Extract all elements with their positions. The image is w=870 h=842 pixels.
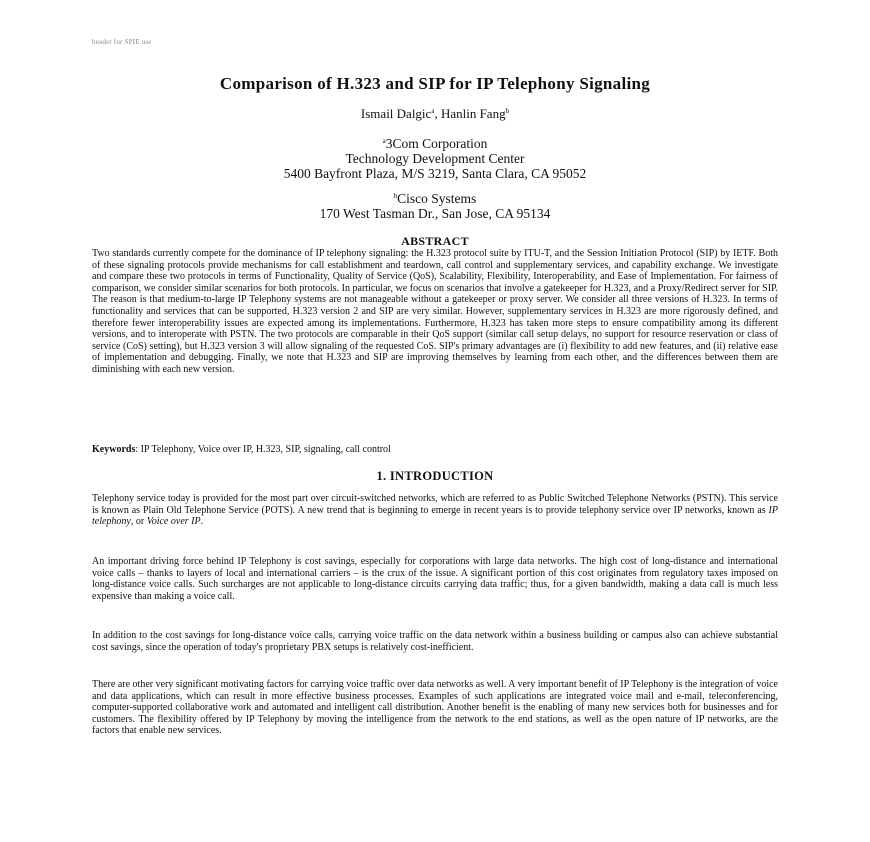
keywords-line	[92, 444, 778, 456]
abstract-text: Two standards currently compete for the dominance of IP telephony signaling: the H.323 protocol suite by ITU-T, and the Session Initiation Protocol (SIP) by IETF. Both of these signaling protocols provide mechanisms for call establishment and teardown, call control and supplementary services, and capability exchange. We investigate and compare these two protocols in terms of Functionality, Quality of Service (QoS), Scalability, Flexibility, Interoperability, and Ease of Implementation. For fairness of comparison, we consider similar scenarios for both protocols. In particular, we focus on scenarios that involve a gatekeeper for H.323, and a Proxy/Redirect server for SIP. The reason is that medium-to-large IP Telephony systems are not manageable without a gatekeeper or proxy server. We consider all three versions of H.323. In terms of functionality and services that can be supported, H.323 version 2 and SIP are very similar. However, supplementary services in H.323 are more rigorously defined, and therefore fewer interoperability issues are expected among its implementations. Furthermore, H.323 has taken more steps to ensure compatibility among its different versions, and to interoperate with PSTN. The two protocols are comparable in their QoS support (similar call setup delays, no support for resource reservation or class of service (CoS) setting), but H.323 version 3 will allow signaling of the requested CoS. SIP's primary advantages are (i) flexibility to add new features, and (ii) relative ease of implementation and debugging. Finally, we note that H.323 and SIP are improving themselves by learning from each other, and the differences between them are diminishing with each new version.	[92, 248, 778, 375]
paragraph-text: .	[200, 516, 204, 528]
keywords-label: Keywords	[92, 444, 136, 455]
paragraph-text: , or	[130, 516, 147, 528]
paragraph-text: Telephony service today is provided for the most part over circuit-switched networks, which are referred to as Public Switched Telephone Networks (PSTN). This service is known as Plain Old Telephone Service (POTS). A new trend that is beginning to emerge in recent years is to provide telephony service over IP networks, known as	[92, 493, 778, 516]
intro-paragraph-1	[92, 493, 778, 528]
affiliation-block-b	[0, 191, 870, 221]
affiliation-address: 170 West Tasman Dr., San Jose, CA 95134	[319, 206, 551, 221]
affiliation-dept: Technology Development Center	[345, 151, 525, 166]
affiliation-org: Cisco Systems	[397, 191, 477, 206]
section-heading-introduction: 1. INTRODUCTION	[376, 469, 494, 483]
intro-paragraph-3: In addition to the cost savings for long-distance voice calls, carrying voice traffic on the data network within a business building or campus also can achieve substantial cost savings, since the operation of today's proprietary PBX setups is relatively cost-inefficient.	[92, 630, 778, 653]
author-name: Ismail Dalgic	[360, 106, 432, 121]
author-name: Hanlin Fang	[440, 106, 506, 121]
affiliation-mark: b	[393, 192, 398, 200]
affiliation-org: 3Com Corporation	[385, 136, 488, 151]
affiliation-block-a	[0, 136, 870, 181]
header-note: header for SPIE use	[92, 38, 152, 46]
affiliation-mark: b	[505, 107, 510, 115]
author-separator: ,	[434, 106, 441, 121]
affiliation-mark: a	[431, 107, 435, 115]
paper-title: Comparison of H.323 and SIP for IP Telephony Signaling	[219, 74, 651, 93]
emphasis-voice-over-ip: Voice over IP	[146, 516, 201, 528]
abstract-heading: ABSTRACT	[401, 234, 469, 248]
affiliation-mark: a	[382, 137, 386, 145]
emphasis-ip-telephony: IP telephony	[92, 504, 778, 528]
author-line	[0, 106, 870, 122]
keywords-text: : IP Telephony, Voice over IP, H.323, SIP, signaling, call control	[135, 444, 391, 455]
intro-paragraph-4: There are other very significant motivating factors for carrying voice traffic over data networks as well. A very important benefit of IP Telephony is the integration of voice and data applications, which can result in more effective business processes. Examples of such applications are integrated voice mail and e-mail, teleconferencing, computer-supported collaborative work and automated and intelligent call distribution. Another benefit is the enabling of many new services both for businesses and for customers. The flexibility offered by IP Telephony by moving the intelligence from the network to the end stations, as well as the open nature of IP networks, are the factors that enable new services.	[92, 679, 778, 737]
intro-paragraph-2: An important driving force behind IP Telephony is cost savings, especially for corporations with large data networks. The high cost of long-distance and international voice calls – thanks to layers of local and international carriers – is the crux of the issue. A significant portion of this cost originates from regulatory taxes imposed on long-distance voice calls. Such surcharges are not applicable to long-distance circuits carrying data traffic; thus, for a given bandwidth, making a data call is much less expensive than making a voice call.	[92, 556, 778, 602]
affiliation-address: 5400 Bayfront Plaza, M/S 3219, Santa Clara, CA 95052	[283, 166, 587, 181]
